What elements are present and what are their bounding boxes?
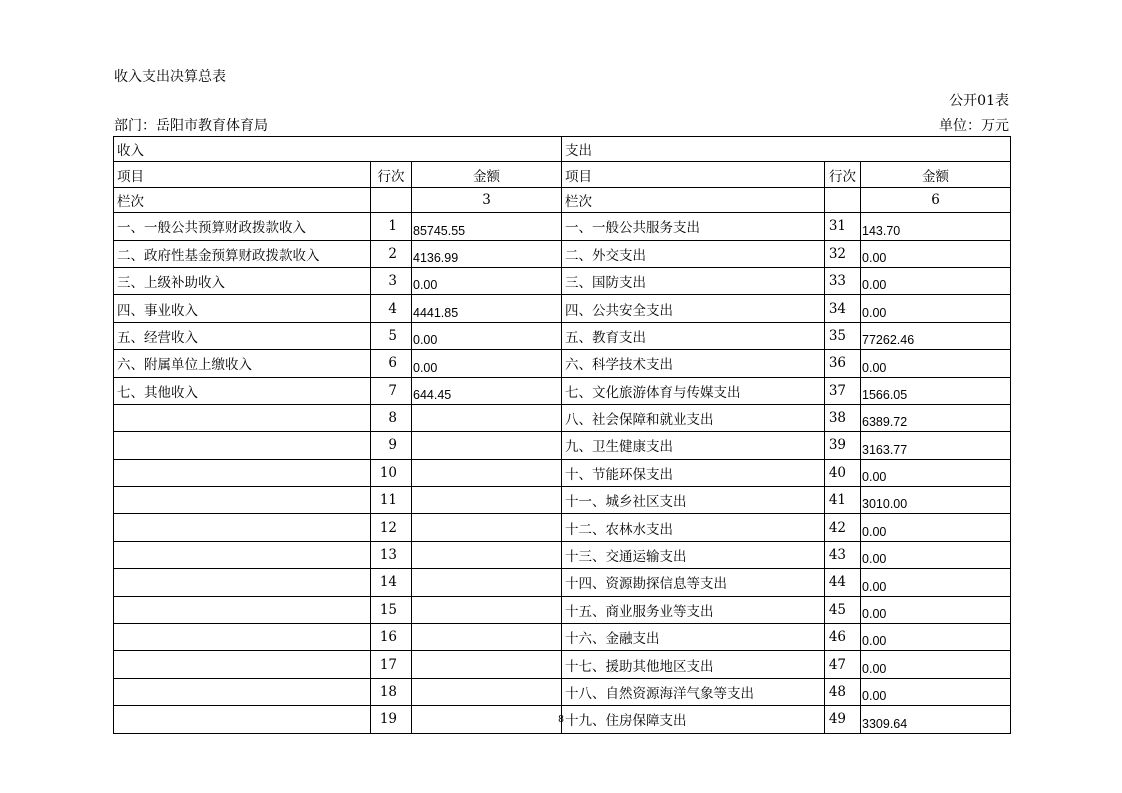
department-label: 部门：岳阳市教育体育局	[114, 118, 268, 134]
expense-row-number-cell: 35	[825, 322, 861, 349]
expense-item-cell: 九、卫生健康支出	[562, 432, 825, 459]
expense-row-number-cell: 42	[825, 514, 861, 541]
expense-item-cell: 十七、援助其他地区支出	[562, 651, 825, 678]
column-index-row	[114, 187, 1011, 212]
expense-amount-cell: 0.00	[861, 541, 1011, 568]
income-column-index-empty	[371, 187, 412, 212]
income-row-number-cell: 6	[371, 350, 412, 377]
income-row-number-cell: 9	[371, 432, 412, 459]
expense-amount-header: 金额	[861, 162, 1011, 187]
income-item-cell	[114, 678, 371, 705]
table-row	[114, 213, 1011, 240]
income-item-cell	[114, 651, 371, 678]
income-item-cell	[114, 514, 371, 541]
table-row	[114, 377, 1011, 404]
expense-row-number-cell: 37	[825, 377, 861, 404]
expense-amount-cell: 0.00	[861, 295, 1011, 322]
income-row-number-cell: 10	[371, 459, 412, 486]
table-row	[114, 350, 1011, 377]
income-amount-cell	[412, 624, 562, 651]
expense-amount-cell: 143.70	[861, 213, 1011, 240]
income-item-cell	[114, 404, 371, 431]
section-header-row	[114, 137, 1011, 162]
expense-column-index: 6	[861, 187, 1011, 212]
table-row	[114, 541, 1011, 568]
expense-amount-cell: 6389.72	[861, 404, 1011, 431]
expense-amount-cell: 3163.77	[861, 432, 1011, 459]
expense-item-cell: 四、公共安全支出	[562, 295, 825, 322]
income-item-cell: 二、政府性基金预算财政拨款收入	[114, 240, 371, 267]
column-header-row	[114, 162, 1011, 187]
income-amount-cell: 4441.85	[412, 295, 562, 322]
income-row-number-cell: 13	[371, 541, 412, 568]
expense-item-cell: 一、一般公共服务支出	[562, 213, 825, 240]
income-amount-cell	[412, 678, 562, 705]
income-amount-cell: 0.00	[412, 267, 562, 294]
expense-row-number-cell: 44	[825, 569, 861, 596]
expense-item-cell: 十六、金融支出	[562, 624, 825, 651]
page-title: 收入支出决算总表	[114, 69, 226, 85]
income-row-number-cell: 11	[371, 487, 412, 514]
income-amount-cell	[412, 459, 562, 486]
expense-item-cell: 七、文化旅游体育与传媒支出	[562, 377, 825, 404]
expense-amount-cell: 3309.64	[861, 706, 1011, 733]
income-amount-cell	[412, 432, 562, 459]
income-row-header: 行次	[371, 162, 412, 187]
expense-item-cell: 六、科学技术支出	[562, 350, 825, 377]
income-row-number-cell: 17	[371, 651, 412, 678]
expense-row-number-cell: 40	[825, 459, 861, 486]
expense-amount-cell: 0.00	[861, 267, 1011, 294]
page-number: 8	[558, 714, 564, 725]
table-row	[114, 651, 1011, 678]
expense-amount-cell: 0.00	[861, 514, 1011, 541]
income-row-number-cell: 3	[371, 267, 412, 294]
table-row	[114, 596, 1011, 623]
income-column-index-label: 栏次	[114, 187, 371, 212]
income-row-number-cell: 14	[371, 569, 412, 596]
expense-row-number-cell: 49	[825, 706, 861, 733]
expense-row-number-cell: 43	[825, 541, 861, 568]
income-row-number-cell: 16	[371, 624, 412, 651]
income-item-cell	[114, 432, 371, 459]
expense-amount-cell: 0.00	[861, 624, 1011, 651]
income-amount-cell: 644.45	[412, 377, 562, 404]
expense-row-number-cell: 34	[825, 295, 861, 322]
income-item-header: 项目	[114, 162, 371, 187]
table-row	[114, 404, 1011, 431]
income-item-cell: 五、经营收入	[114, 322, 371, 349]
income-amount-cell	[412, 651, 562, 678]
expense-amount-cell: 77262.46	[861, 322, 1011, 349]
unit-label: 单位：万元	[939, 118, 1009, 134]
income-amount-cell: 85745.55	[412, 213, 562, 240]
table-row	[114, 267, 1011, 294]
expense-section-label: 支出	[562, 137, 1011, 162]
income-row-number-cell: 1	[371, 213, 412, 240]
income-amount-cell: 0.00	[412, 322, 562, 349]
table-row	[114, 322, 1011, 349]
table-row	[114, 514, 1011, 541]
expense-item-cell: 二、外交支出	[562, 240, 825, 267]
expense-row-number-cell: 47	[825, 651, 861, 678]
income-amount-cell	[412, 404, 562, 431]
expense-item-cell: 十四、资源勘探信息等支出	[562, 569, 825, 596]
expense-row-number-cell: 31	[825, 213, 861, 240]
income-item-cell	[114, 459, 371, 486]
income-item-cell	[114, 487, 371, 514]
income-row-number-cell: 7	[371, 377, 412, 404]
income-item-cell	[114, 624, 371, 651]
expense-item-cell: 八、社会保障和就业支出	[562, 404, 825, 431]
expense-item-cell: 十五、商业服务业等支出	[562, 596, 825, 623]
expense-row-number-cell: 45	[825, 596, 861, 623]
expense-amount-cell: 0.00	[861, 240, 1011, 267]
expense-amount-cell: 0.00	[861, 459, 1011, 486]
expense-item-cell: 十八、自然资源海洋气象等支出	[562, 678, 825, 705]
expense-amount-cell: 0.00	[861, 651, 1011, 678]
table-row	[114, 240, 1011, 267]
expense-item-cell: 五、教育支出	[562, 322, 825, 349]
expense-row-number-cell: 33	[825, 267, 861, 294]
income-amount-cell	[412, 487, 562, 514]
expense-amount-cell: 3010.00	[861, 487, 1011, 514]
income-amount-cell	[412, 514, 562, 541]
expense-amount-cell: 0.00	[861, 678, 1011, 705]
income-row-number-cell: 5	[371, 322, 412, 349]
income-row-number-cell: 8	[371, 404, 412, 431]
income-row-number-cell: 4	[371, 295, 412, 322]
expense-item-cell: 十一、城乡社区支出	[562, 487, 825, 514]
expense-amount-cell: 0.00	[861, 569, 1011, 596]
expense-row-number-cell: 46	[825, 624, 861, 651]
income-amount-cell	[412, 541, 562, 568]
income-amount-cell	[412, 596, 562, 623]
table-row	[114, 678, 1011, 705]
expense-amount-cell: 0.00	[861, 350, 1011, 377]
table-row	[114, 569, 1011, 596]
income-row-number-cell: 12	[371, 514, 412, 541]
income-row-number-cell: 15	[371, 596, 412, 623]
expense-item-cell: 十九、住房保障支出	[562, 706, 825, 733]
table-row	[114, 295, 1011, 322]
form-number: 公开01表	[949, 93, 1009, 109]
income-item-cell	[114, 541, 371, 568]
income-item-cell: 四、事业收入	[114, 295, 371, 322]
expense-item-header: 项目	[562, 162, 825, 187]
expense-amount-cell: 1566.05	[861, 377, 1011, 404]
table-row	[114, 432, 1011, 459]
budget-summary-table	[113, 136, 1011, 734]
expense-row-number-cell: 36	[825, 350, 861, 377]
income-item-cell: 三、上级补助收入	[114, 267, 371, 294]
table-row	[114, 487, 1011, 514]
table-row	[114, 459, 1011, 486]
income-section-label: 收入	[114, 137, 562, 162]
expense-row-number-cell: 48	[825, 678, 861, 705]
expense-amount-cell: 0.00	[861, 596, 1011, 623]
expense-row-number-cell: 32	[825, 240, 861, 267]
expense-item-cell: 十、节能环保支出	[562, 459, 825, 486]
income-amount-cell: 0.00	[412, 350, 562, 377]
income-row-number-cell: 19	[371, 706, 412, 733]
expense-item-cell: 十三、交通运输支出	[562, 541, 825, 568]
income-item-cell	[114, 596, 371, 623]
income-column-index: 3	[412, 187, 562, 212]
expense-row-header: 行次	[825, 162, 861, 187]
income-item-cell: 六、附属单位上缴收入	[114, 350, 371, 377]
income-item-cell	[114, 569, 371, 596]
income-amount-header: 金额	[412, 162, 562, 187]
income-row-number-cell: 18	[371, 678, 412, 705]
income-row-number-cell: 2	[371, 240, 412, 267]
expense-row-number-cell: 38	[825, 404, 861, 431]
expense-row-number-cell: 39	[825, 432, 861, 459]
income-amount-cell: 4136.99	[412, 240, 562, 267]
income-amount-cell	[412, 569, 562, 596]
table-row	[114, 624, 1011, 651]
expense-item-cell: 十二、农林水支出	[562, 514, 825, 541]
expense-column-index-empty	[825, 187, 861, 212]
expense-row-number-cell: 41	[825, 487, 861, 514]
income-item-cell: 一、一般公共预算财政拨款收入	[114, 213, 371, 240]
expense-column-index-label: 栏次	[562, 187, 825, 212]
income-item-cell: 七、其他收入	[114, 377, 371, 404]
expense-item-cell: 三、国防支出	[562, 267, 825, 294]
